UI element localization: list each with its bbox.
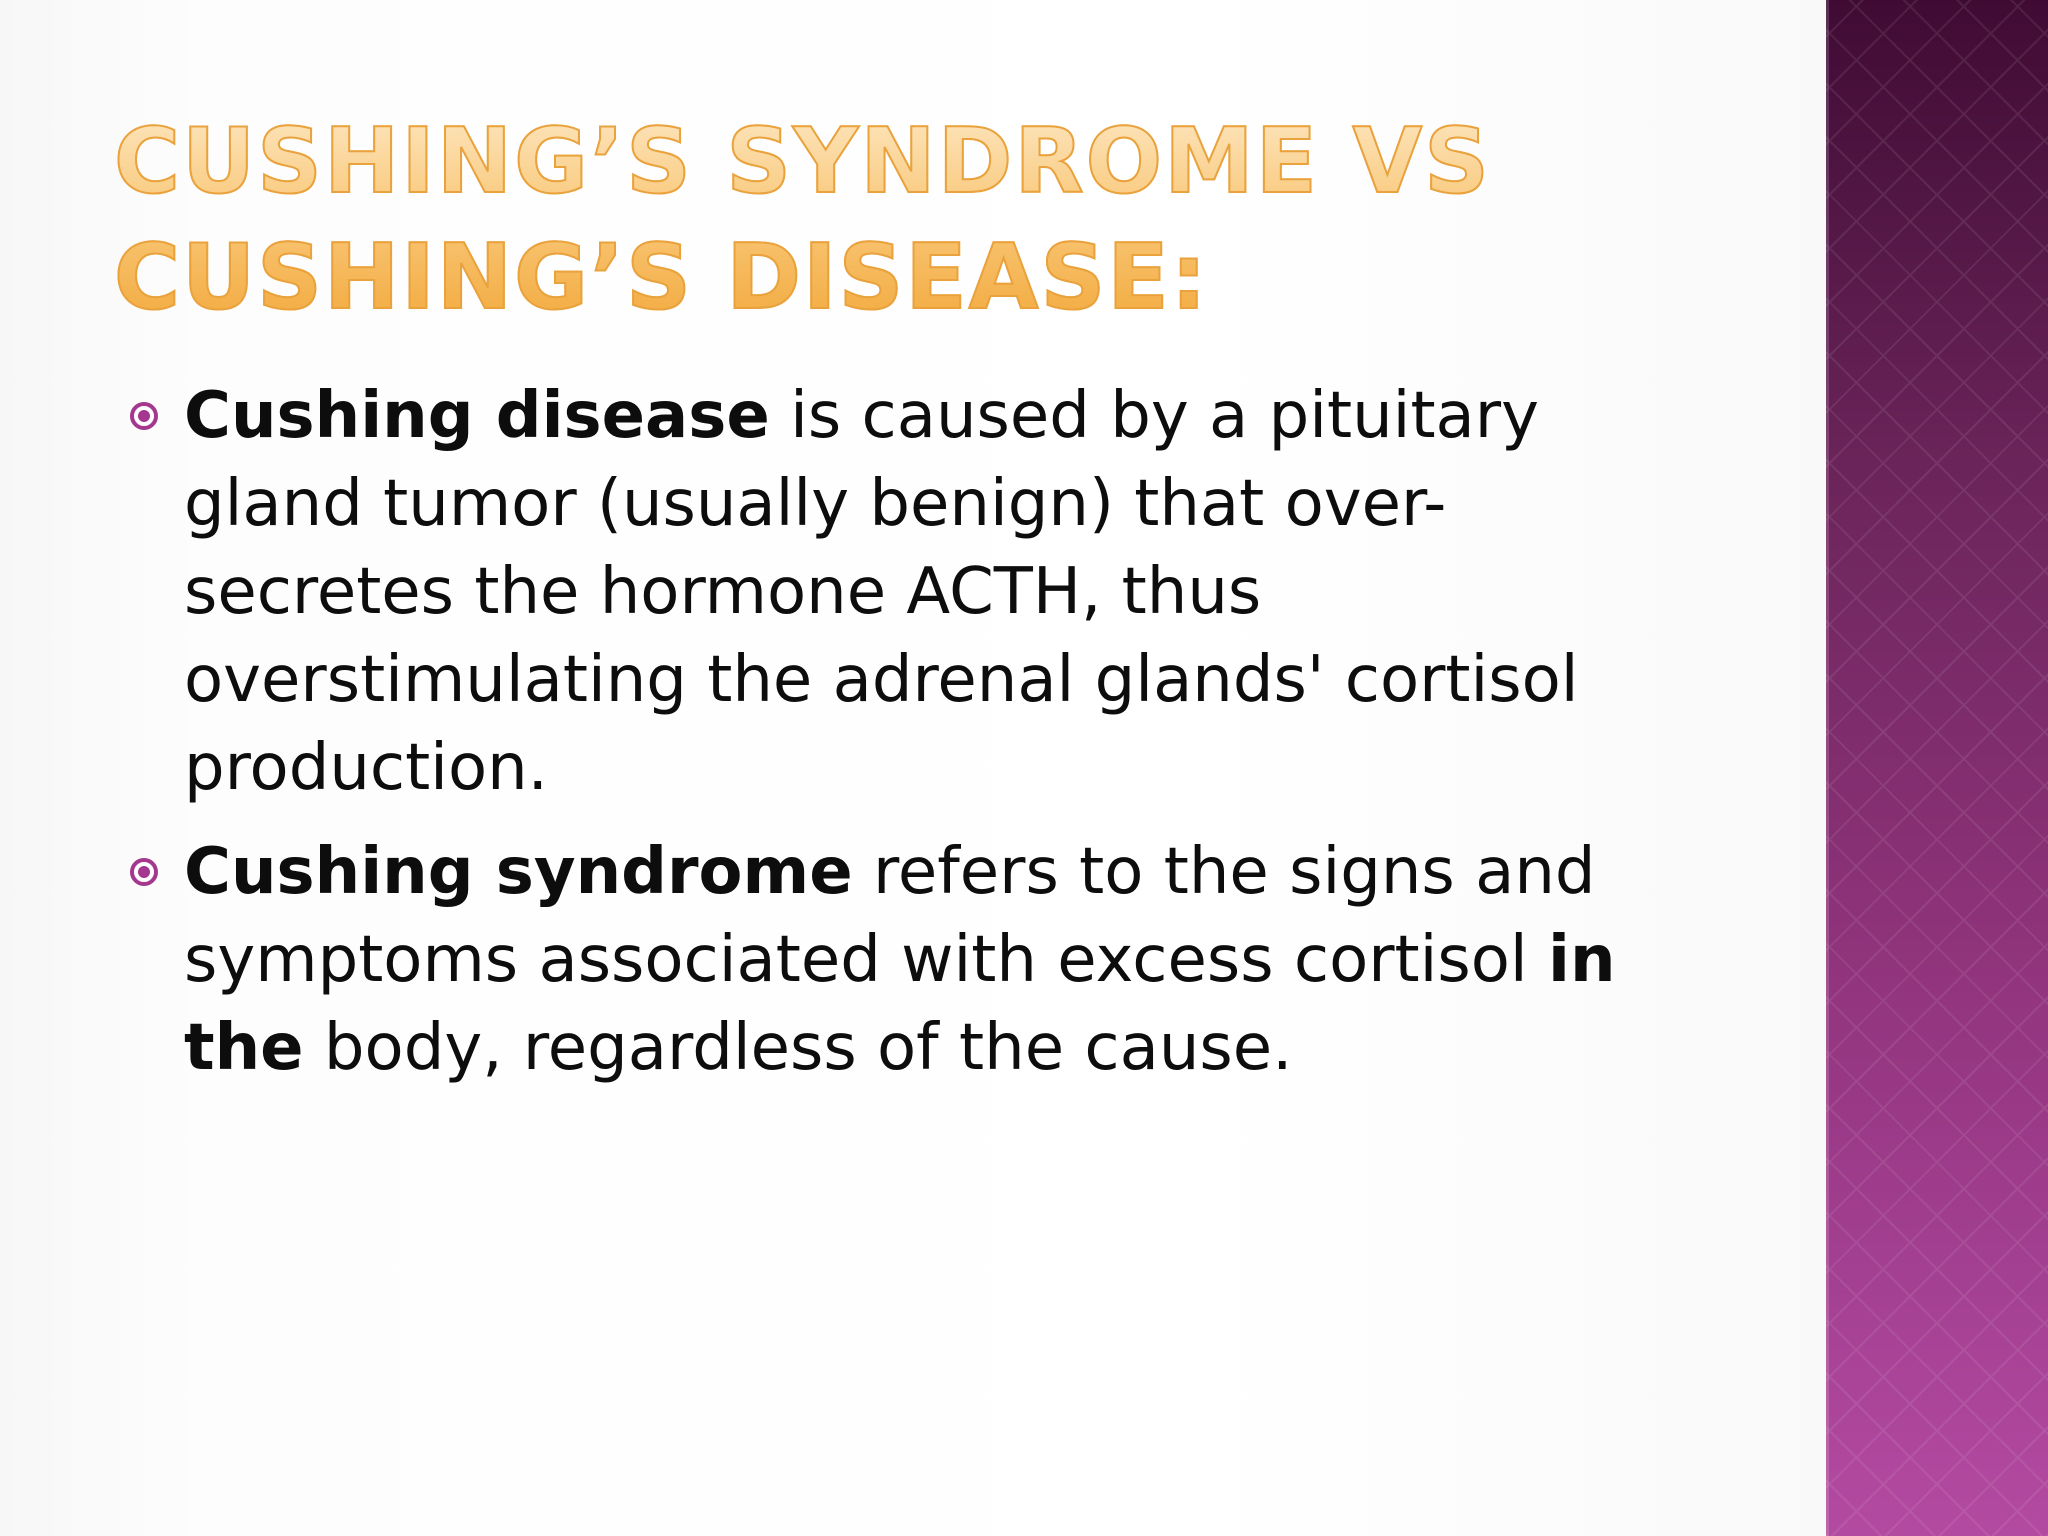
panel-edge xyxy=(1826,0,1829,1536)
bullet-cushing-disease xyxy=(130,372,1690,812)
decorative-side-panel xyxy=(1826,0,2048,1536)
bullet-circle-icon xyxy=(130,858,158,886)
bullet-term: Cushing disease xyxy=(184,379,770,453)
bullet-cushing-syndrome xyxy=(130,828,1690,1092)
diamond-pattern xyxy=(1826,0,2048,1536)
bullet-text: is caused by a pituitary gland tumor (usually benign) that over-secretes the hormone ACTH, thus overstimulating the adrenal glands' cortisol production. xyxy=(184,379,1579,805)
slide-title-line-2: CUSHING’S DISEASE: xyxy=(114,225,1209,330)
bullet-emphasis: in the xyxy=(184,923,1616,1085)
bullet-term: Cushing syndrome xyxy=(184,835,853,909)
bullet-circle-icon xyxy=(130,402,158,430)
slide-title-line-1: CUSHING’S SYNDROME VS xyxy=(114,109,1491,214)
slide-title xyxy=(114,104,1714,336)
bullet-list xyxy=(130,372,1690,1108)
bullet-text: refers to the signs and symptoms associated with excess cortisol xyxy=(184,835,1596,997)
bullet-text-end: body, regardless of the cause. xyxy=(303,1011,1293,1085)
